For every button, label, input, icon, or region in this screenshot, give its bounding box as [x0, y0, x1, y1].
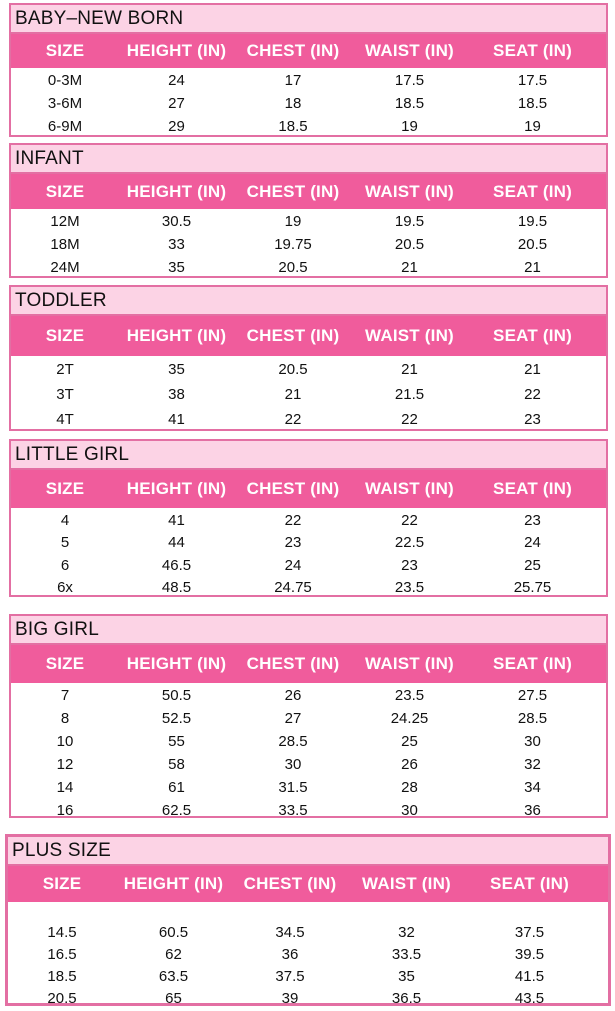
cell-size: 24M [50, 259, 80, 276]
cell-chest: 34.5 [275, 923, 305, 941]
cell-size: 18.5 [47, 967, 77, 985]
table-row [11, 509, 606, 532]
cell-height: 46.5 [161, 556, 192, 574]
cell-seat: 25 [524, 556, 541, 574]
table-row [8, 943, 608, 965]
column-header-chest: CHEST (IN) [243, 874, 337, 893]
table-row [11, 730, 606, 753]
cell-seat: 28.5 [517, 710, 548, 727]
cell-seat: 34 [524, 779, 541, 796]
cell-height: 24 [168, 72, 185, 89]
cell-height: 35 [168, 259, 185, 276]
column-header-waist: WAIST (IN) [365, 181, 454, 201]
column-header-row [11, 316, 606, 356]
cell-waist: 30 [401, 802, 418, 819]
cell-height: 50.5 [161, 687, 192, 704]
cell-seat: 32 [524, 756, 541, 773]
cell-chest: 26 [284, 687, 302, 704]
table-row [11, 407, 606, 432]
cell-size: 6-9M [47, 118, 83, 135]
section-baby-new-born [9, 3, 608, 137]
cell-height: 62 [165, 945, 182, 963]
column-header-seat: SEAT (IN) [493, 41, 572, 60]
cell-waist: 26 [401, 756, 418, 773]
cell-waist: 17.5 [394, 72, 425, 89]
cell-chest: 19 [284, 213, 302, 230]
table-row [11, 233, 606, 256]
cell-chest: 24 [284, 556, 302, 574]
cell-chest: 24.75 [274, 579, 312, 597]
cell-size: 16.5 [47, 945, 77, 963]
cell-size: 14.5 [47, 923, 77, 941]
cell-size: 12 [56, 756, 74, 773]
table-row [11, 115, 606, 138]
cell-waist: 32 [398, 923, 415, 941]
cell-seat: 23 [524, 511, 541, 529]
cell-height: 35 [168, 361, 185, 378]
cell-height: 41 [168, 411, 185, 428]
cell-height: 44 [168, 534, 185, 552]
cell-chest: 21 [284, 386, 302, 403]
cell-size: 12M [50, 213, 80, 230]
cell-waist: 36.5 [391, 989, 422, 1007]
section-infant [9, 143, 608, 278]
cell-seat: 21 [524, 361, 541, 378]
cell-seat: 39.5 [514, 945, 545, 963]
cell-size: 3-6M [47, 95, 83, 112]
cell-height: 29 [168, 118, 185, 135]
cell-chest: 20.5 [278, 361, 308, 378]
table-row [11, 554, 606, 577]
cell-size: 2T [56, 361, 74, 378]
section-little-girl [9, 439, 608, 597]
cell-seat: 41.5 [514, 967, 545, 985]
cell-size: 14 [56, 779, 74, 796]
column-header-size: SIZE [45, 181, 85, 201]
cell-size: 3T [56, 386, 74, 403]
cell-height: 33 [168, 236, 185, 253]
section-title: BIG GIRL [11, 616, 606, 645]
cell-seat: 24 [524, 534, 541, 552]
column-header-size: SIZE [45, 326, 85, 345]
column-header-chest: CHEST (IN) [246, 181, 340, 201]
cell-size: 0-3M [47, 72, 83, 89]
cell-height: 38 [168, 386, 185, 403]
table-row [11, 532, 606, 555]
cell-seat: 37.5 [514, 923, 545, 941]
cell-chest: 36 [281, 945, 299, 963]
cell-seat: 36 [524, 802, 541, 819]
cell-size: 18M [50, 236, 80, 253]
cell-size: 4 [60, 511, 70, 529]
cell-height: 60.5 [158, 923, 189, 941]
column-header-seat: SEAT (IN) [490, 874, 569, 893]
cell-chest: 19.75 [274, 236, 312, 253]
cell-seat: 19.5 [517, 213, 548, 230]
table-body [11, 683, 606, 822]
cell-waist: 18.5 [394, 95, 425, 112]
cell-waist: 19.5 [394, 213, 425, 230]
column-header-size: SIZE [45, 654, 85, 673]
section-title: BABY–NEW BORN [11, 5, 606, 34]
column-header-row [11, 645, 606, 683]
cell-seat: 43.5 [514, 989, 545, 1007]
column-header-row [8, 866, 608, 902]
cell-waist: 25 [401, 733, 418, 750]
section-title: PLUS SIZE [8, 837, 608, 866]
table-row [11, 92, 606, 115]
column-header-waist: WAIST (IN) [365, 326, 454, 345]
table-row [11, 753, 606, 776]
cell-size: 20.5 [47, 989, 77, 1007]
cell-height: 61 [168, 779, 185, 796]
cell-waist: 20.5 [394, 236, 425, 253]
column-header-waist: WAIST (IN) [365, 479, 454, 498]
column-header-row [11, 470, 606, 508]
cell-seat: 17.5 [517, 72, 548, 89]
cell-size: 16 [56, 802, 74, 819]
cell-waist: 19 [401, 118, 418, 135]
cell-seat: 21 [524, 259, 541, 276]
section-toddler [9, 285, 608, 431]
column-header-chest: CHEST (IN) [246, 41, 340, 60]
cell-size: 10 [56, 733, 74, 750]
cell-height: 63.5 [158, 967, 189, 985]
column-header-height: HEIGHT (IN) [126, 654, 227, 673]
cell-seat: 22 [524, 386, 541, 403]
cell-chest: 18.5 [278, 118, 308, 135]
cell-chest: 31.5 [278, 779, 308, 796]
column-header-size: SIZE [45, 41, 85, 60]
table-row [8, 921, 608, 943]
cell-waist: 23.5 [394, 579, 425, 597]
table-body [11, 68, 606, 138]
cell-seat: 25.75 [513, 579, 552, 597]
table-body [11, 356, 606, 432]
cell-seat: 18.5 [517, 95, 548, 112]
cell-size: 6x [57, 579, 73, 597]
cell-size: 6 [60, 556, 70, 574]
cell-height: 62.5 [161, 802, 192, 819]
cell-chest: 22 [284, 411, 302, 428]
column-header-waist: WAIST (IN) [365, 41, 454, 60]
cell-waist: 21 [401, 361, 418, 378]
column-header-height: HEIGHT (IN) [123, 874, 224, 893]
table-row [8, 987, 608, 1009]
cell-height: 65 [165, 989, 182, 1007]
cell-waist: 23.5 [394, 687, 425, 704]
column-header-seat: SEAT (IN) [493, 181, 572, 201]
table-body [11, 209, 606, 279]
table-row [11, 382, 606, 407]
cell-height: 58 [168, 756, 185, 773]
cell-chest: 37.5 [275, 967, 305, 985]
column-header-waist: WAIST (IN) [362, 874, 451, 893]
cell-seat: 23 [524, 411, 541, 428]
cell-waist: 22 [401, 411, 418, 428]
column-header-chest: CHEST (IN) [246, 479, 340, 498]
cell-height: 27 [168, 95, 185, 112]
table-body [11, 508, 606, 599]
cell-chest: 20.5 [278, 259, 308, 276]
table-row [8, 965, 608, 987]
cell-chest: 23 [284, 534, 302, 552]
column-header-seat: SEAT (IN) [493, 479, 572, 498]
column-header-seat: SEAT (IN) [493, 654, 572, 673]
column-header-chest: CHEST (IN) [246, 326, 340, 345]
cell-waist: 21.5 [394, 386, 425, 403]
cell-chest: 27 [284, 710, 302, 727]
cell-chest: 17 [284, 72, 302, 89]
cell-waist: 22.5 [394, 534, 425, 552]
table-row [11, 577, 606, 600]
section-plus-size [5, 834, 611, 1006]
column-header-height: HEIGHT (IN) [126, 41, 227, 60]
table-row [11, 799, 606, 822]
table-row [11, 684, 606, 707]
column-header-row [11, 174, 606, 209]
cell-chest: 30 [284, 756, 302, 773]
cell-height: 52.5 [161, 710, 192, 727]
cell-size: 5 [60, 534, 70, 552]
cell-chest: 28.5 [278, 733, 308, 750]
cell-size: 8 [60, 710, 70, 727]
cell-chest: 33.5 [278, 802, 308, 819]
column-header-row [11, 34, 606, 68]
cell-seat: 19 [524, 118, 541, 135]
cell-waist: 35 [398, 967, 415, 985]
table-row [11, 69, 606, 92]
column-header-height: HEIGHT (IN) [126, 326, 227, 345]
cell-seat: 30 [524, 733, 541, 750]
column-header-seat: SEAT (IN) [493, 326, 572, 345]
table-row [11, 256, 606, 279]
column-header-waist: WAIST (IN) [365, 654, 454, 673]
table-row [11, 707, 606, 730]
cell-chest: 18 [284, 95, 302, 112]
cell-height: 55 [168, 733, 185, 750]
table-body [8, 902, 608, 1009]
cell-height: 41 [168, 511, 185, 529]
section-big-girl [9, 614, 608, 818]
column-header-size: SIZE [42, 874, 82, 893]
section-title: TODDLER [11, 287, 606, 316]
cell-size: 4T [56, 411, 74, 428]
table-row [11, 776, 606, 799]
table-row [11, 357, 606, 382]
column-header-height: HEIGHT (IN) [126, 181, 227, 201]
cell-height: 30.5 [161, 213, 192, 230]
table-row [11, 210, 606, 233]
cell-waist: 24.25 [390, 710, 429, 727]
column-header-size: SIZE [45, 479, 85, 498]
cell-waist: 23 [401, 556, 418, 574]
cell-seat: 20.5 [517, 236, 548, 253]
section-title: INFANT [11, 145, 606, 174]
cell-seat: 27.5 [517, 687, 548, 704]
cell-size: 7 [60, 687, 70, 704]
cell-chest: 39 [281, 989, 299, 1007]
cell-waist: 33.5 [391, 945, 422, 963]
column-header-chest: CHEST (IN) [246, 654, 340, 673]
cell-chest: 22 [284, 511, 302, 529]
section-title: LITTLE GIRL [11, 441, 606, 470]
cell-height: 48.5 [161, 579, 192, 597]
column-header-height: HEIGHT (IN) [126, 479, 227, 498]
cell-waist: 21 [401, 259, 418, 276]
cell-waist: 28 [401, 779, 418, 796]
cell-waist: 22 [401, 511, 418, 529]
